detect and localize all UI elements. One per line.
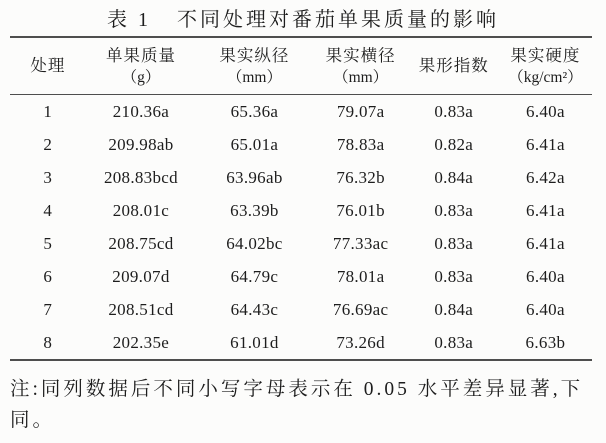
table-cell: 0.83a bbox=[434, 200, 474, 220]
table-title-text: 不同处理对番茄单果质量的影响 bbox=[177, 9, 499, 31]
table-cell: 63.96ab bbox=[226, 167, 283, 187]
table-body bbox=[10, 95, 592, 361]
row-label: 3 bbox=[43, 167, 53, 187]
table-cell: 0.83a bbox=[434, 233, 474, 253]
table-cell: 0.82a bbox=[434, 134, 474, 154]
table-cell: 64.79c bbox=[230, 266, 279, 286]
table-cell: 65.36a bbox=[230, 101, 279, 121]
header-row bbox=[10, 37, 592, 95]
table-cell: 6.40a bbox=[526, 101, 565, 121]
table-cell: 6.41a bbox=[526, 233, 565, 253]
row-label: 8 bbox=[43, 332, 53, 352]
row-label: 4 bbox=[43, 200, 53, 220]
table-cell: 76.01b bbox=[336, 200, 385, 220]
tomato-quality-table bbox=[10, 36, 592, 361]
table-cell: 6.63b bbox=[525, 332, 566, 352]
table-cell: 76.69ac bbox=[332, 299, 389, 319]
table-cell: 208.01c bbox=[112, 200, 170, 220]
col-header-unit: （kg/cm²） bbox=[508, 68, 583, 86]
table-cell: 6.41a bbox=[526, 200, 565, 220]
table-cell: 61.01d bbox=[230, 332, 279, 352]
col-header-treatment bbox=[10, 37, 86, 95]
table-row bbox=[10, 293, 592, 326]
table-row bbox=[10, 128, 592, 161]
table-row bbox=[10, 227, 592, 260]
row-label: 5 bbox=[43, 233, 53, 253]
table-cell: 0.83a bbox=[434, 332, 474, 352]
col-header-fruit-mass bbox=[86, 37, 197, 95]
table-cell: 0.84a bbox=[434, 167, 474, 187]
table-cell: 208.83bcd bbox=[103, 167, 178, 187]
table-cell: 208.75cd bbox=[108, 233, 174, 253]
table-cell: 209.98ab bbox=[108, 134, 174, 154]
table-cell: 73.26d bbox=[336, 332, 385, 352]
table-container bbox=[10, 36, 592, 361]
table-cell: 65.01a bbox=[230, 134, 279, 154]
table-cell: 6.40a bbox=[526, 299, 565, 319]
table-cell: 6.42a bbox=[526, 167, 565, 187]
table-cell: 78.01a bbox=[336, 266, 385, 286]
table-cell: 79.07a bbox=[336, 101, 385, 121]
row-label: 2 bbox=[43, 134, 53, 154]
table-row bbox=[10, 194, 592, 227]
table-cell: 0.84a bbox=[434, 299, 474, 319]
table-number: 表 1 bbox=[107, 9, 151, 31]
col-header-firmness bbox=[499, 37, 592, 95]
footnote-line: 注:同列数据后不同小写字母表示在 0.05 水平差异显著,下 bbox=[10, 379, 584, 400]
col-header-label: 果实横径 bbox=[325, 45, 396, 65]
table-cell: 0.83a bbox=[434, 101, 474, 121]
table-cell: 76.32b bbox=[336, 167, 385, 187]
table-cell: 209.07d bbox=[112, 266, 170, 286]
table-cell: 210.36a bbox=[112, 101, 170, 121]
table-cell: 202.35e bbox=[112, 332, 170, 352]
col-header-shape-index bbox=[409, 37, 499, 95]
col-header-unit: （mm） bbox=[333, 68, 389, 86]
table-row bbox=[10, 260, 592, 293]
row-label: 6 bbox=[43, 266, 53, 286]
table-row bbox=[10, 326, 592, 360]
row-label: 7 bbox=[43, 299, 53, 319]
col-header-unit: （g） bbox=[121, 68, 161, 86]
table-cell: 63.39b bbox=[230, 200, 279, 220]
table-row bbox=[10, 95, 592, 129]
col-header-label: 果形指数 bbox=[418, 56, 489, 75]
table-header bbox=[10, 37, 592, 95]
table-cell: 64.43c bbox=[230, 299, 279, 319]
table-footnote bbox=[10, 374, 594, 436]
col-header-label: 果实硬度 bbox=[510, 45, 581, 65]
table-cell: 6.40a bbox=[526, 266, 565, 286]
table-cell: 0.83a bbox=[434, 266, 474, 286]
table-cell: 208.51cd bbox=[108, 299, 174, 319]
table-cell: 78.83a bbox=[336, 134, 385, 154]
col-header-longitudinal-diameter bbox=[196, 37, 312, 95]
col-header-unit: （mm） bbox=[226, 68, 282, 86]
table-title bbox=[0, 0, 606, 36]
col-header-transverse-diameter bbox=[313, 37, 409, 95]
table-cell: 64.02bc bbox=[226, 233, 283, 253]
footnote-line: 同。 bbox=[10, 410, 56, 431]
table-cell: 6.41a bbox=[526, 134, 565, 154]
table-row bbox=[10, 161, 592, 194]
col-header-label: 果实纵径 bbox=[219, 45, 290, 65]
row-label: 1 bbox=[43, 101, 53, 121]
col-header-label: 处理 bbox=[30, 56, 66, 75]
table-cell: 77.33ac bbox=[332, 233, 389, 253]
col-header-label: 单果质量 bbox=[105, 45, 176, 65]
